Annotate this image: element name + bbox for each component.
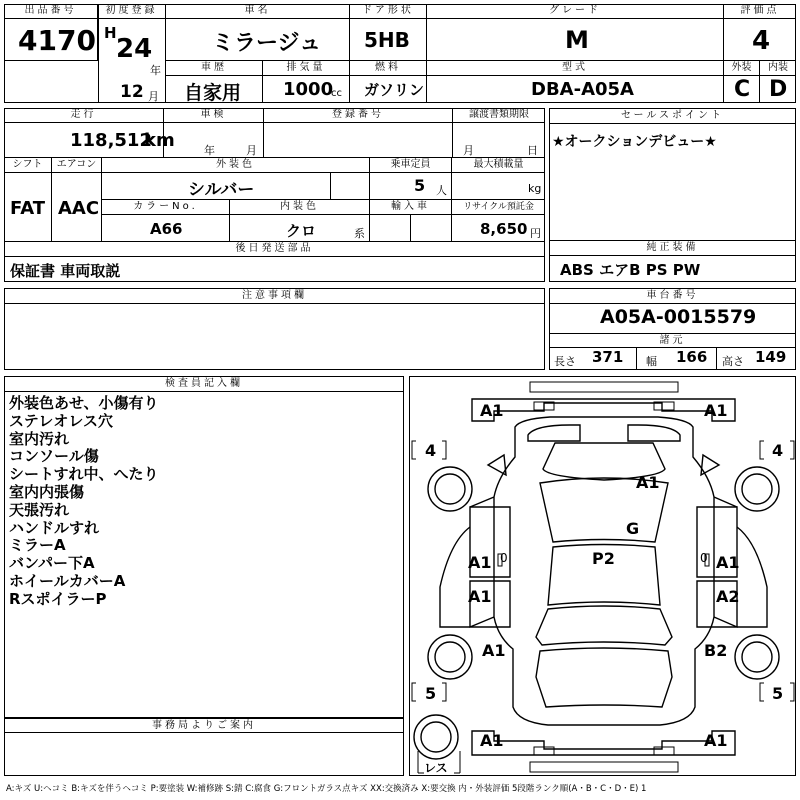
aircon-cell: [52, 158, 102, 242]
chassis-value: A05A-0015579: [600, 306, 757, 328]
fuel-cell: [350, 61, 427, 103]
mark-right-rear-door: A2: [716, 587, 740, 606]
equipment-box: [549, 241, 796, 282]
shift-value: FAT: [10, 198, 46, 219]
score-value: 4: [752, 26, 771, 56]
width-label: 幅: [646, 355, 657, 368]
inspection-month-unit: 月: [246, 144, 257, 157]
recycle-cell: [452, 200, 545, 242]
inspector-line: シートすれ中、へたり: [9, 465, 159, 484]
displacement-unit: cc: [331, 88, 342, 99]
legend: A:キズ U:ヘコミ B:キズを伴うヘコミ P:要塗装 W:補修跡 S:錆 C:腐食 G:フロントガラス点キズ XX:交換済み X:要交換 内・外装評価 5段階ランク順(A・B・C・D・E) 1: [6, 784, 647, 794]
score-cell: [724, 4, 796, 61]
model-cell: [427, 61, 724, 103]
mark-left-front-door: A1: [468, 553, 492, 572]
mark-hood: A1: [636, 473, 660, 492]
capacity-label: 乗車定員: [370, 158, 451, 173]
int-color-label: 内装色: [230, 200, 369, 215]
notes-box: [4, 288, 545, 370]
model-label: 型式: [427, 61, 723, 76]
name-label: 車名: [166, 4, 349, 19]
recycle-label: リサイクル預託金: [452, 200, 545, 215]
inspection-year-unit: 年: [204, 144, 215, 157]
lot-label: 出品番号: [4, 4, 97, 19]
chassis-box: [549, 288, 796, 370]
import-cell: [370, 200, 452, 242]
model-value: DBA-A05A: [531, 79, 634, 100]
mark-front-left: A1: [480, 401, 504, 420]
load-unit: kg: [528, 182, 542, 195]
transfer-label: 譲渡書類期限: [453, 108, 545, 123]
transfer-month-unit: 月: [463, 144, 474, 157]
mark-zero-left: 0: [500, 551, 508, 565]
height-label: 高さ: [722, 355, 744, 368]
mileage-value: 118,512: [70, 130, 152, 151]
mark-tire-rr: 5: [772, 684, 784, 703]
door-value: 5HB: [364, 28, 410, 52]
transfer-cell: [453, 108, 545, 158]
length-value: 371: [592, 348, 624, 366]
era: H: [104, 24, 117, 42]
int-color-value: クロ: [286, 222, 317, 240]
history-value: 自家用: [184, 82, 242, 104]
spec-label: 諸元: [550, 333, 795, 348]
door-label: ドア形状: [350, 4, 426, 19]
first-reg-cell: [98, 4, 166, 103]
later-parts-label: 後日発送部品: [4, 242, 545, 257]
inspector-line: RスポイラーP: [9, 589, 107, 608]
inspector-line: 室内汚れ: [9, 429, 70, 448]
displacement-label: 排気量: [263, 61, 349, 76]
sales-point-value: ★オークションデビュー★: [552, 134, 717, 150]
inspector-line: ミラーA: [9, 536, 66, 555]
later-parts-cell: [4, 242, 545, 282]
fuel-label: 燃料: [350, 61, 426, 76]
load-label: 最大積載量: [452, 158, 545, 173]
mark-front-right: A1: [704, 401, 728, 420]
mark-right-rear-fender: B2: [704, 641, 728, 660]
inspector-line: ホイールカバーA: [9, 571, 126, 590]
load-cell: [452, 158, 545, 200]
lot-number: 4170: [18, 24, 96, 57]
mark-tire-fl: 4: [425, 441, 437, 460]
inspector-line: 室内内張傷: [9, 482, 85, 501]
height-value: 149: [755, 348, 787, 366]
lot-cell: [4, 4, 98, 61]
inspector-line: 天張汚れ: [9, 500, 70, 519]
exterior-cell: [724, 61, 760, 103]
inspector-line: 外装色あせ、小傷有り: [9, 394, 159, 412]
score-label: 評価点: [724, 4, 796, 19]
color-value: シルバー: [188, 180, 255, 200]
color-no-label: カラーNo.: [102, 200, 229, 215]
mark-left-rear-door: A1: [468, 587, 492, 606]
registration-label: 登録番号: [264, 108, 452, 123]
color-no-value: A66: [150, 220, 183, 238]
mileage-unit: km: [144, 130, 175, 151]
sales-point-box: [549, 108, 796, 241]
exterior-value: C: [734, 77, 751, 102]
inspector-line: ハンドルすれ: [9, 518, 100, 537]
first-reg-label: 初度登録: [98, 4, 165, 19]
shift-label: シフト: [4, 158, 51, 173]
mark-left-rear-fender: A1: [482, 641, 506, 660]
office-label: 事務局よりご案内: [5, 718, 403, 733]
interior-label: 内装: [760, 61, 796, 76]
displacement-cell: [263, 61, 350, 103]
import-label: 輸入車: [370, 200, 451, 215]
inspection-cell: [164, 108, 264, 158]
later-parts-value: 保証書 車両取説: [10, 262, 121, 280]
inspector-line: コンソール傷: [9, 447, 99, 466]
mark-spare: レス: [424, 761, 448, 775]
int-color-cell: [230, 200, 370, 242]
color-no-cell: [102, 200, 230, 242]
history-cell: [166, 61, 263, 103]
aircon-value: AAC: [58, 198, 100, 219]
displacement-value: 1000: [283, 79, 334, 100]
mark-tire-fr: 4: [772, 441, 784, 460]
mark-zero-right: 0: [700, 551, 708, 565]
car-name: ミラージュ: [212, 31, 322, 56]
reg-month: 12: [120, 82, 144, 102]
inspector-line: ステレオレス穴: [9, 411, 113, 430]
registration-cell: [264, 108, 453, 158]
exterior-label: 外装: [724, 61, 759, 76]
inspector-box: [4, 376, 404, 718]
year-unit: 年: [150, 64, 161, 77]
mark-windshield: G: [626, 519, 640, 538]
capacity-unit: 人: [436, 184, 447, 197]
capacity-value: 5: [414, 176, 426, 195]
recycle-unit: 円: [530, 227, 541, 240]
car-diagram: [409, 376, 796, 776]
mileage-label: 走行: [4, 108, 163, 123]
fuel-value: ガソリン: [364, 81, 425, 99]
inspector-line: バンパー下A: [9, 554, 95, 573]
mark-right-front-door: A1: [716, 553, 740, 572]
sales-point-label: セールスポイント: [550, 109, 795, 124]
transfer-day-unit: 日: [527, 144, 538, 157]
mark-rear-left: A1: [480, 731, 504, 750]
inspector-label: 検査員記入欄: [5, 377, 403, 392]
month-unit: 月: [148, 90, 159, 103]
color-cell: [102, 158, 370, 200]
recycle-value: 8,650: [480, 220, 528, 238]
mark-tire-rl: 5: [425, 684, 437, 703]
name-cell: [166, 4, 350, 61]
int-color-unit: 系: [354, 227, 365, 240]
equipment-value: ABS エアB PS PW: [560, 261, 701, 279]
aircon-label: エアコン: [52, 158, 101, 173]
length-label: 長さ: [554, 355, 576, 368]
office-box: [4, 718, 404, 776]
mileage-cell: [4, 108, 175, 158]
grade-cell: [427, 4, 724, 61]
grade-value: M: [565, 26, 589, 54]
mark-rear-right: A1: [704, 731, 728, 750]
color-label: 外装色: [102, 158, 369, 173]
equipment-label: 純正装備: [550, 241, 795, 256]
car-outline: [410, 377, 796, 776]
chassis-label: 車台番号: [550, 289, 795, 304]
mark-roof: P2: [592, 549, 615, 568]
shift-cell: [4, 158, 52, 242]
width-value: 166: [676, 348, 708, 366]
interior-value: D: [769, 77, 788, 102]
notes-label: 注意事項欄: [5, 289, 544, 304]
inspection-label: 車検: [164, 108, 263, 123]
history-label: 車歴: [166, 61, 262, 76]
interior-cell: [760, 61, 796, 103]
inspector-notes: [9, 395, 159, 609]
grade-label: グレード: [427, 4, 723, 19]
reg-year: 24: [116, 34, 153, 64]
door-cell: [350, 4, 427, 61]
capacity-cell: [370, 158, 452, 200]
